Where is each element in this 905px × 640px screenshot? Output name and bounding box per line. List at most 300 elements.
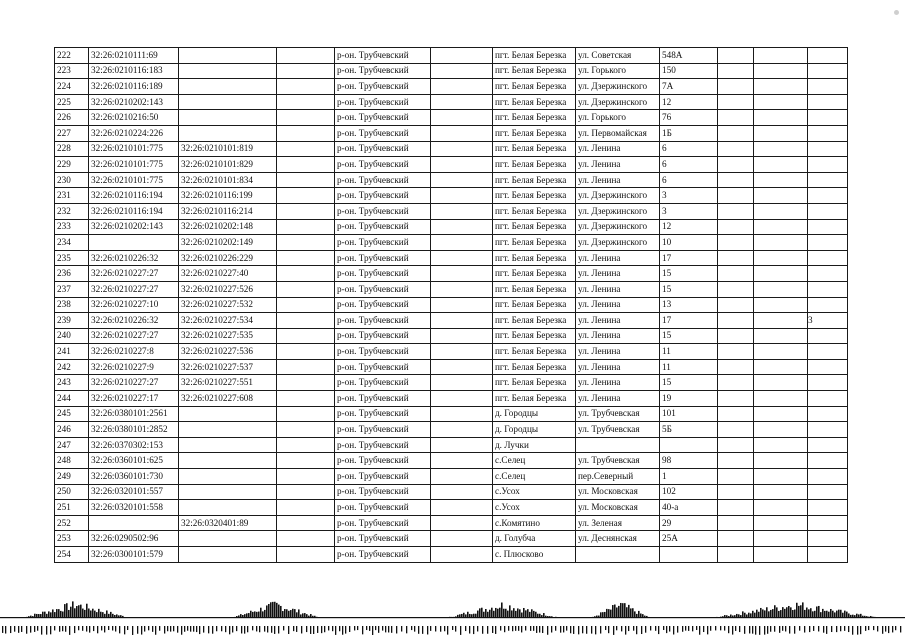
cell-settlement: пгт. Белая Березка bbox=[493, 157, 576, 173]
cell-cadastral-number-2 bbox=[179, 484, 277, 500]
cell-settlement: пгт. Белая Березка bbox=[493, 313, 576, 329]
table-row bbox=[55, 391, 848, 407]
cell-row-number: 223 bbox=[55, 63, 89, 79]
cell-district: р-он. Трубчевский bbox=[335, 484, 431, 500]
cell-district: р-он. Трубчевский bbox=[335, 297, 431, 313]
table-row bbox=[55, 48, 848, 64]
cell-street: ул. Ленина bbox=[576, 281, 660, 297]
cell-blank-col-2 bbox=[431, 110, 493, 126]
cell-blank-col-2 bbox=[431, 515, 493, 531]
cell-blank-col-2 bbox=[431, 437, 493, 453]
cell-blank-col-3 bbox=[718, 172, 754, 188]
cell-blank-col-4 bbox=[754, 313, 808, 329]
cell-row-number: 252 bbox=[55, 515, 89, 531]
cell-blank-col-3 bbox=[718, 110, 754, 126]
cell-blank-col bbox=[277, 281, 335, 297]
cell-cadastral-number: 32:26:0210202:143 bbox=[89, 94, 179, 110]
cell-extra-value bbox=[808, 63, 848, 79]
scan-noise-strip bbox=[0, 596, 905, 640]
cell-cadastral-number: 32:26:0210101:775 bbox=[89, 172, 179, 188]
table-row bbox=[55, 359, 848, 375]
cell-blank-col-3 bbox=[718, 391, 754, 407]
cell-blank-col-2 bbox=[431, 172, 493, 188]
cell-district: р-он. Трубчевский bbox=[335, 172, 431, 188]
cell-cadastral-number bbox=[89, 235, 179, 251]
cell-cadastral-number-2: 32:26:0210101:834 bbox=[179, 172, 277, 188]
cell-blank-col bbox=[277, 547, 335, 563]
cell-blank-col-3 bbox=[718, 203, 754, 219]
cell-blank-col-2 bbox=[431, 406, 493, 422]
cell-blank-col-2 bbox=[431, 157, 493, 173]
cell-district: р-он. Трубчевский bbox=[335, 515, 431, 531]
table-row bbox=[55, 157, 848, 173]
cell-street: ул. Ленина bbox=[576, 141, 660, 157]
cell-row-number: 240 bbox=[55, 328, 89, 344]
cell-house-number: 98 bbox=[660, 453, 718, 469]
cell-blank-col bbox=[277, 48, 335, 64]
scan-dot bbox=[894, 10, 899, 15]
cell-extra-value bbox=[808, 531, 848, 547]
cell-blank-col-4 bbox=[754, 344, 808, 360]
cell-house-number: 150 bbox=[660, 63, 718, 79]
cell-blank-col-3 bbox=[718, 94, 754, 110]
cell-cadastral-number-2 bbox=[179, 406, 277, 422]
cell-settlement: пгт. Белая Березка bbox=[493, 172, 576, 188]
cell-district: р-он. Трубчевский bbox=[335, 110, 431, 126]
cell-row-number: 236 bbox=[55, 266, 89, 282]
cell-cadastral-number: 32:26:0210227:10 bbox=[89, 297, 179, 313]
cell-blank-col-2 bbox=[431, 500, 493, 516]
cell-street: ул. Московская bbox=[576, 500, 660, 516]
table-row bbox=[55, 63, 848, 79]
cell-cadastral-number-2: 32:26:0210226:229 bbox=[179, 250, 277, 266]
cell-blank-col-3 bbox=[718, 437, 754, 453]
cell-blank-col-2 bbox=[431, 125, 493, 141]
cell-extra-value bbox=[808, 500, 848, 516]
cell-blank-col-3 bbox=[718, 266, 754, 282]
cell-district: р-он. Трубчевский bbox=[335, 359, 431, 375]
cell-street: ул. Ленина bbox=[576, 391, 660, 407]
cell-cadastral-number: 32:26:0380101:2561 bbox=[89, 406, 179, 422]
cell-cadastral-number: 32:26:0380101:2852 bbox=[89, 422, 179, 438]
cell-blank-col-2 bbox=[431, 328, 493, 344]
table-row bbox=[55, 547, 848, 563]
cell-cadastral-number: 32:26:0210216:50 bbox=[89, 110, 179, 126]
cell-blank-col-3 bbox=[718, 63, 754, 79]
cell-blank-col-4 bbox=[754, 281, 808, 297]
cell-cadastral-number bbox=[89, 515, 179, 531]
cell-blank-col bbox=[277, 500, 335, 516]
cell-settlement: пгт. Белая Березка bbox=[493, 250, 576, 266]
cell-blank-col-4 bbox=[754, 141, 808, 157]
cell-blank-col-4 bbox=[754, 125, 808, 141]
cell-street: ул. Ленина bbox=[576, 297, 660, 313]
cell-house-number: 3 bbox=[660, 188, 718, 204]
cell-settlement: д. Городцы bbox=[493, 406, 576, 422]
cell-district: р-он. Трубчевский bbox=[335, 437, 431, 453]
cell-blank-col-2 bbox=[431, 48, 493, 64]
cell-cadastral-number: 32:26:0210224:226 bbox=[89, 125, 179, 141]
cell-street: ул. Московская bbox=[576, 484, 660, 500]
cell-extra-value bbox=[808, 375, 848, 391]
cell-extra-value bbox=[808, 141, 848, 157]
cell-cadastral-number: 32:26:0290502:96 bbox=[89, 531, 179, 547]
cell-settlement: пгт. Белая Березка bbox=[493, 281, 576, 297]
cell-cadastral-number-2: 32:26:0210116:214 bbox=[179, 203, 277, 219]
cell-blank-col-2 bbox=[431, 219, 493, 235]
cell-house-number: 1Б bbox=[660, 125, 718, 141]
table-row bbox=[55, 79, 848, 95]
cell-blank-col-4 bbox=[754, 422, 808, 438]
cell-blank-col bbox=[277, 344, 335, 360]
cell-cadastral-number-2 bbox=[179, 63, 277, 79]
cell-district: р-он. Трубчевский bbox=[335, 547, 431, 563]
cell-extra-value bbox=[808, 406, 848, 422]
cell-street: ул. Дзержинского bbox=[576, 219, 660, 235]
cell-blank-col-2 bbox=[431, 141, 493, 157]
cell-cadastral-number: 32:26:0210202:143 bbox=[89, 219, 179, 235]
cell-district: р-он. Трубчевский bbox=[335, 94, 431, 110]
cell-cadastral-number: 32:26:0210227:27 bbox=[89, 266, 179, 282]
cell-cadastral-number-2: 32:26:0210227:608 bbox=[179, 391, 277, 407]
cell-extra-value bbox=[808, 235, 848, 251]
table-row bbox=[55, 141, 848, 157]
cell-blank-col-2 bbox=[431, 297, 493, 313]
cell-blank-col-3 bbox=[718, 157, 754, 173]
cell-row-number: 242 bbox=[55, 359, 89, 375]
cell-extra-value bbox=[808, 250, 848, 266]
cell-street: ул. Ленина bbox=[576, 359, 660, 375]
cell-blank-col-4 bbox=[754, 375, 808, 391]
cell-cadastral-number-2 bbox=[179, 469, 277, 485]
cell-house-number: 15 bbox=[660, 281, 718, 297]
cell-cadastral-number-2: 32:26:0210227:526 bbox=[179, 281, 277, 297]
records-table bbox=[54, 47, 848, 563]
cell-street: ул. Ленина bbox=[576, 266, 660, 282]
cell-street: ул. Зеленая bbox=[576, 515, 660, 531]
cell-blank-col-4 bbox=[754, 359, 808, 375]
cell-extra-value bbox=[808, 391, 848, 407]
cell-blank-col bbox=[277, 437, 335, 453]
cell-extra-value bbox=[808, 437, 848, 453]
cell-cadastral-number: 32:26:0210227:17 bbox=[89, 391, 179, 407]
cell-blank-col-4 bbox=[754, 297, 808, 313]
cell-row-number: 228 bbox=[55, 141, 89, 157]
table-row bbox=[55, 484, 848, 500]
cell-row-number: 222 bbox=[55, 48, 89, 64]
cell-blank-col-3 bbox=[718, 422, 754, 438]
cell-settlement: пгт. Белая Березка bbox=[493, 375, 576, 391]
cell-extra-value bbox=[808, 547, 848, 563]
cell-blank-col bbox=[277, 203, 335, 219]
cell-blank-col-4 bbox=[754, 391, 808, 407]
cell-settlement: с. Плюсково bbox=[493, 547, 576, 563]
cell-house-number: 1 bbox=[660, 469, 718, 485]
cell-settlement: пгт. Белая Березка bbox=[493, 125, 576, 141]
cell-blank-col bbox=[277, 515, 335, 531]
cell-cadastral-number-2 bbox=[179, 94, 277, 110]
cell-street: ул. Трубчевская bbox=[576, 422, 660, 438]
cell-street: пер.Северный bbox=[576, 469, 660, 485]
cell-blank-col-2 bbox=[431, 266, 493, 282]
cell-blank-col-2 bbox=[431, 79, 493, 95]
cell-house-number: 12 bbox=[660, 94, 718, 110]
cell-settlement: пгт. Белая Березка bbox=[493, 110, 576, 126]
table-row bbox=[55, 328, 848, 344]
cell-house-number: 10 bbox=[660, 235, 718, 251]
cell-cadastral-number-2 bbox=[179, 531, 277, 547]
cell-blank-col-2 bbox=[431, 531, 493, 547]
cell-cadastral-number: 32:26:0210227:8 bbox=[89, 344, 179, 360]
cell-district: р-он. Трубчевский bbox=[335, 48, 431, 64]
cell-blank-col bbox=[277, 422, 335, 438]
cell-blank-col-4 bbox=[754, 250, 808, 266]
cell-district: р-он. Трубчевский bbox=[335, 344, 431, 360]
cell-row-number: 250 bbox=[55, 484, 89, 500]
cell-street: ул. Ленина bbox=[576, 328, 660, 344]
cell-cadastral-number: 32:26:0210227:9 bbox=[89, 359, 179, 375]
cell-cadastral-number: 32:26:0370302:153 bbox=[89, 437, 179, 453]
cell-row-number: 227 bbox=[55, 125, 89, 141]
cell-extra-value bbox=[808, 344, 848, 360]
cell-street: ул. Ленина bbox=[576, 344, 660, 360]
table-row bbox=[55, 250, 848, 266]
cell-cadastral-number-2 bbox=[179, 125, 277, 141]
cell-row-number: 245 bbox=[55, 406, 89, 422]
cell-street: ул. Дзержинского bbox=[576, 188, 660, 204]
cell-row-number: 244 bbox=[55, 391, 89, 407]
cell-cadastral-number: 32:26:0210101:775 bbox=[89, 157, 179, 173]
cell-blank-col bbox=[277, 141, 335, 157]
cell-settlement: пгт. Белая Березка bbox=[493, 203, 576, 219]
table-row bbox=[55, 125, 848, 141]
cell-cadastral-number-2 bbox=[179, 547, 277, 563]
cell-cadastral-number-2 bbox=[179, 48, 277, 64]
cell-blank-col-4 bbox=[754, 515, 808, 531]
cell-row-number: 238 bbox=[55, 297, 89, 313]
cell-extra-value bbox=[808, 79, 848, 95]
cell-settlement: пгт. Белая Березка bbox=[493, 141, 576, 157]
cell-row-number: 225 bbox=[55, 94, 89, 110]
cell-house-number: 101 bbox=[660, 406, 718, 422]
cell-blank-col-3 bbox=[718, 328, 754, 344]
cell-blank-col bbox=[277, 453, 335, 469]
cell-cadastral-number-2: 32:26:0320401:89 bbox=[179, 515, 277, 531]
cell-extra-value: 3 bbox=[808, 313, 848, 329]
cell-district: р-он. Трубчевский bbox=[335, 219, 431, 235]
cell-row-number: 230 bbox=[55, 172, 89, 188]
cell-district: р-он. Трубчевский bbox=[335, 157, 431, 173]
cell-blank-col-3 bbox=[718, 453, 754, 469]
cell-blank-col-3 bbox=[718, 484, 754, 500]
cell-blank-col-3 bbox=[718, 48, 754, 64]
table-row bbox=[55, 344, 848, 360]
cell-blank-col-3 bbox=[718, 359, 754, 375]
table-row bbox=[55, 406, 848, 422]
cell-settlement: пгт. Белая Березка bbox=[493, 94, 576, 110]
cell-house-number: 7А bbox=[660, 79, 718, 95]
cell-settlement: д. Лучки bbox=[493, 437, 576, 453]
cell-cadastral-number: 32:26:0210116:194 bbox=[89, 203, 179, 219]
cell-blank-col-2 bbox=[431, 235, 493, 251]
cell-blank-col-4 bbox=[754, 79, 808, 95]
cell-district: р-он. Трубчевский bbox=[335, 406, 431, 422]
cell-blank-col-2 bbox=[431, 359, 493, 375]
cell-cadastral-number: 32:26:0210116:183 bbox=[89, 63, 179, 79]
cell-cadastral-number-2: 32:26:0210227:40 bbox=[179, 266, 277, 282]
cell-settlement: пгт. Белая Березка bbox=[493, 359, 576, 375]
cell-house-number: 12 bbox=[660, 219, 718, 235]
cell-blank-col-4 bbox=[754, 328, 808, 344]
cell-settlement: д. Городцы bbox=[493, 422, 576, 438]
cell-district: р-он. Трубчевский bbox=[335, 500, 431, 516]
cell-blank-col-4 bbox=[754, 453, 808, 469]
cell-row-number: 246 bbox=[55, 422, 89, 438]
cell-row-number: 235 bbox=[55, 250, 89, 266]
cell-blank-col-3 bbox=[718, 313, 754, 329]
cell-street: ул. Ленина bbox=[576, 157, 660, 173]
cell-district: р-он. Трубчевский bbox=[335, 203, 431, 219]
cell-settlement: с.Усох bbox=[493, 500, 576, 516]
cell-house-number: 13 bbox=[660, 297, 718, 313]
cell-blank-col bbox=[277, 375, 335, 391]
cell-blank-col bbox=[277, 235, 335, 251]
cell-cadastral-number-2 bbox=[179, 422, 277, 438]
cell-extra-value bbox=[808, 110, 848, 126]
cell-cadastral-number: 32:26:0210227:27 bbox=[89, 375, 179, 391]
cell-blank-col-3 bbox=[718, 125, 754, 141]
cell-house-number: 15 bbox=[660, 375, 718, 391]
cell-cadastral-number: 32:26:0320101:557 bbox=[89, 484, 179, 500]
cell-house-number bbox=[660, 437, 718, 453]
cell-street: ул. Дзержинского bbox=[576, 203, 660, 219]
cell-cadastral-number: 32:26:0210226:32 bbox=[89, 250, 179, 266]
table-row bbox=[55, 313, 848, 329]
cell-settlement: пгт. Белая Березка bbox=[493, 48, 576, 64]
cell-blank-col-4 bbox=[754, 172, 808, 188]
cell-house-number: 5Б bbox=[660, 422, 718, 438]
cell-blank-col-2 bbox=[431, 375, 493, 391]
cell-extra-value bbox=[808, 515, 848, 531]
cell-row-number: 243 bbox=[55, 375, 89, 391]
cell-settlement: с.Селец bbox=[493, 453, 576, 469]
cell-blank-col-2 bbox=[431, 391, 493, 407]
cell-blank-col-2 bbox=[431, 250, 493, 266]
cell-cadastral-number-2 bbox=[179, 437, 277, 453]
cell-blank-col bbox=[277, 469, 335, 485]
cell-house-number: 15 bbox=[660, 266, 718, 282]
cell-blank-col-2 bbox=[431, 94, 493, 110]
cell-settlement: пгт. Белая Березка bbox=[493, 219, 576, 235]
cell-cadastral-number: 32:26:0300101:579 bbox=[89, 547, 179, 563]
cell-blank-col bbox=[277, 531, 335, 547]
cell-blank-col-3 bbox=[718, 515, 754, 531]
cell-settlement: с.Селец bbox=[493, 469, 576, 485]
cell-blank-col-4 bbox=[754, 188, 808, 204]
cell-blank-col-4 bbox=[754, 469, 808, 485]
cell-blank-col-4 bbox=[754, 203, 808, 219]
cell-house-number: 15 bbox=[660, 328, 718, 344]
table-row bbox=[55, 515, 848, 531]
cell-row-number: 251 bbox=[55, 500, 89, 516]
cell-blank-col bbox=[277, 79, 335, 95]
cell-street: ул. Трубчевская bbox=[576, 453, 660, 469]
cell-cadastral-number-2 bbox=[179, 453, 277, 469]
cell-district: р-он. Трубчевский bbox=[335, 469, 431, 485]
cell-blank-col-3 bbox=[718, 281, 754, 297]
cell-extra-value bbox=[808, 359, 848, 375]
cell-row-number: 233 bbox=[55, 219, 89, 235]
cell-district: р-он. Трубчевский bbox=[335, 313, 431, 329]
cell-cadastral-number: 32:26:0210116:194 bbox=[89, 188, 179, 204]
cell-extra-value bbox=[808, 328, 848, 344]
cell-blank-col-4 bbox=[754, 157, 808, 173]
table-row bbox=[55, 235, 848, 251]
cell-district: р-он. Трубчевский bbox=[335, 422, 431, 438]
cell-blank-col bbox=[277, 266, 335, 282]
cell-settlement: пгт. Белая Березка bbox=[493, 391, 576, 407]
cell-row-number: 254 bbox=[55, 547, 89, 563]
cell-house-number: 19 bbox=[660, 391, 718, 407]
cell-extra-value bbox=[808, 484, 848, 500]
cell-cadastral-number: 32:26:0210116:189 bbox=[89, 79, 179, 95]
cell-street bbox=[576, 437, 660, 453]
cell-extra-value bbox=[808, 266, 848, 282]
cell-blank-col-4 bbox=[754, 219, 808, 235]
cell-blank-col bbox=[277, 63, 335, 79]
cell-blank-col bbox=[277, 94, 335, 110]
table-row bbox=[55, 172, 848, 188]
cell-blank-col-2 bbox=[431, 469, 493, 485]
cell-cadastral-number-2: 32:26:0210101:829 bbox=[179, 157, 277, 173]
cell-blank-col-3 bbox=[718, 375, 754, 391]
cell-blank-col bbox=[277, 406, 335, 422]
cell-blank-col bbox=[277, 484, 335, 500]
cell-house-number: 25А bbox=[660, 531, 718, 547]
cell-district: р-он. Трубчевский bbox=[335, 235, 431, 251]
cell-blank-col-3 bbox=[718, 469, 754, 485]
cell-house-number: 6 bbox=[660, 172, 718, 188]
cell-cadastral-number: 32:26:0210111:69 bbox=[89, 48, 179, 64]
cell-blank-col bbox=[277, 157, 335, 173]
cell-blank-col-4 bbox=[754, 110, 808, 126]
cell-blank-col-4 bbox=[754, 406, 808, 422]
cell-blank-col-4 bbox=[754, 235, 808, 251]
table-row bbox=[55, 297, 848, 313]
cell-settlement: с.Усох bbox=[493, 484, 576, 500]
cell-blank-col-2 bbox=[431, 203, 493, 219]
cell-extra-value bbox=[808, 125, 848, 141]
cell-district: р-он. Трубчевский bbox=[335, 141, 431, 157]
cell-street: ул. Деснянская bbox=[576, 531, 660, 547]
cell-house-number: 29 bbox=[660, 515, 718, 531]
cell-blank-col-3 bbox=[718, 547, 754, 563]
cell-row-number: 253 bbox=[55, 531, 89, 547]
cell-row-number: 232 bbox=[55, 203, 89, 219]
cell-blank-col-2 bbox=[431, 422, 493, 438]
cell-blank-col-3 bbox=[718, 500, 754, 516]
cell-row-number: 229 bbox=[55, 157, 89, 173]
cell-house-number: 17 bbox=[660, 250, 718, 266]
cell-cadastral-number: 32:26:0210227:27 bbox=[89, 281, 179, 297]
cell-blank-col-2 bbox=[431, 63, 493, 79]
cell-district: р-он. Трубчевский bbox=[335, 250, 431, 266]
cell-house-number: 548А bbox=[660, 48, 718, 64]
cell-street: ул. Дзержинского bbox=[576, 235, 660, 251]
cell-house-number: 6 bbox=[660, 157, 718, 173]
cell-row-number: 237 bbox=[55, 281, 89, 297]
cell-extra-value bbox=[808, 219, 848, 235]
